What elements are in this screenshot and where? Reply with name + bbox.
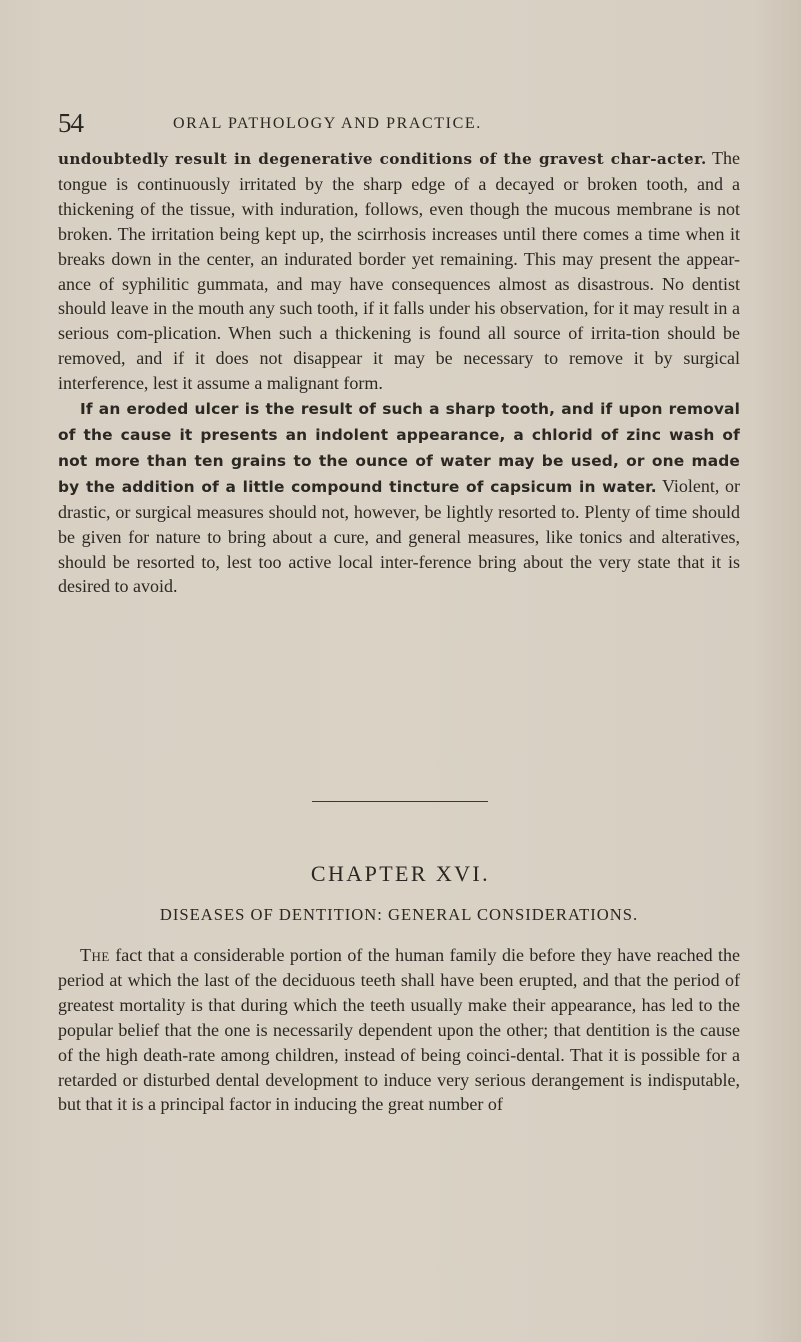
chapter-subtitle: DISEASES OF DENTITION: GENERAL CONSIDERATIONS. xyxy=(159,905,639,924)
section-divider xyxy=(312,801,488,802)
bold-treatment-text: If an eroded ulcer is the result of such a sharp tooth, and if upon removal of the cause it presents an indolent appearance, a chlorid of zinc wash of not more than ten grains to the ounce of water may be used, or one made by the addition of a little compound tincture of capsicum in water. xyxy=(58,400,740,496)
bold-intro-text: undoubtedly result in degenerative conditions of the gravest char-acter. xyxy=(58,150,707,168)
body-text xyxy=(58,146,740,599)
page-number: 54 xyxy=(58,108,83,138)
paragraph-text: Violent, or drastic, or surgical measures should not, however, be lightly resorted to. Plenty of time should be given for nature to bring about a cure, and general measures, like tonics and alteratives, should be resorted to, lest too active local inter-ference bring about the very state that it is desired to avoid. xyxy=(58,475,740,597)
chapter-paragraph xyxy=(58,943,740,1117)
chapter-title: CHAPTER XVI. xyxy=(310,861,491,886)
running-head: ORAL PATHOLOGY AND PRACTICE. xyxy=(173,115,482,132)
paragraph-continued xyxy=(58,146,740,396)
paragraph-text: The tongue is continuously irritated by the sharp edge of a decayed or broken tooth, and a thickening of the tissue, with induration, follows, even though the mucous membrane is not broken. The irritation being kept up, the scirrhosis increases until there comes a time when it breaks down in the center, an indurated border yet remaining. This may present the appear-ance of syphilitic gummata, and may have consequences almost as disastrous. No dentist should leave in the mouth any such tooth, if it falls under his observation, for it may result in a serious com-plication. When such a thickening is found all source of irrita-tion should be removed, and if it does not disappear it may be necessary to remove it by surgical interference, lest it assume a malignant form. xyxy=(58,148,740,394)
page-header xyxy=(58,108,738,138)
paragraph-text: fact that a considerable portion of the human family die before they have reached the period at which the last of the deciduous teeth shall have been erupted, and that the period of greatest mortality is that during which the teeth usually make their appearance, has led to the popular belief that the one is necessarily dependent upon the other; that dentition is the cause of the high death-rate among children, instead of being coinci-dental. That it is possible for a retarded or disturbed dental development to induce very serious derangement is indisputable, but that it is a principal factor in inducing the great number of xyxy=(58,945,740,1115)
paragraph-treatment xyxy=(58,396,740,599)
lead-word: The xyxy=(80,945,110,965)
